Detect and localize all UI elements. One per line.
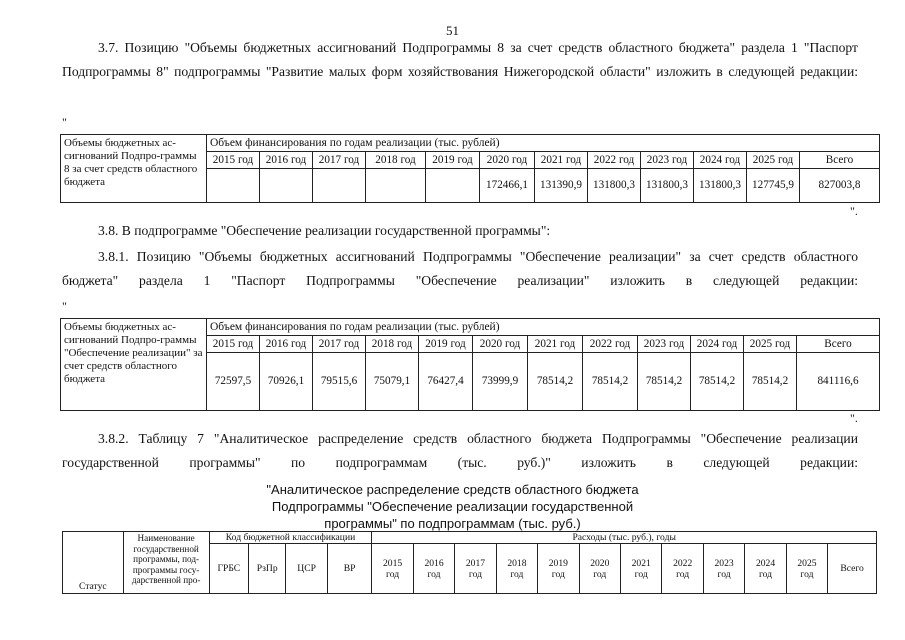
total-value-cell: 841116,6 xyxy=(797,353,880,411)
row-label: Объемы бюджетных ас-сигнований Подпро-граммы "Обеспечение реализации" за счет средств областного бюджета xyxy=(61,319,207,411)
table-3-7 xyxy=(60,134,880,203)
section-3-8-2-text: 3.8.2. Таблицу 7 "Аналитическое распределение средств областного бюджета Подпрограммы "Обеспечение реализации государственной программы" по подпрограммам (тыс. руб.)" изложить в следующей редакции: xyxy=(62,431,858,470)
expense-year: 2020 год xyxy=(579,544,620,594)
expense-year: 2024 год xyxy=(745,544,786,594)
year-header: 2021 год xyxy=(535,152,588,169)
value-cell: 78514,2 xyxy=(528,353,583,411)
year-header: 2020 год xyxy=(473,336,528,353)
row-label: Объемы бюджетных ас-сигнований Подпро-граммы 8 за счет средств областного бюджета xyxy=(61,135,207,203)
expense-year: 2023 год xyxy=(703,544,744,594)
value-cell: 75079,1 xyxy=(366,353,419,411)
year-header: 2016 год xyxy=(260,152,313,169)
total-value-cell: 827003,8 xyxy=(800,169,880,203)
year-header: 2022 год xyxy=(583,336,638,353)
open-quote: " xyxy=(62,299,67,313)
year-header: 2016 год xyxy=(260,336,313,353)
year-header: 2018 год xyxy=(366,336,419,353)
page-number: 51 xyxy=(446,23,459,38)
col-expense-group: Расходы (тыс. руб.), годы xyxy=(372,532,877,544)
value-cell: 131800,3 xyxy=(588,169,641,203)
code-col-grbs: ГРБС xyxy=(209,544,248,594)
expense-year: 2015 год xyxy=(372,544,413,594)
year-header: 2020 год xyxy=(480,152,535,169)
table-header: Объем финансирования по годам реализации (тыс. рублей) xyxy=(207,135,880,152)
section-3-8-text: 3.8. В подпрограмме "Обеспечение реализации государственной программы": xyxy=(98,223,551,238)
value-cell xyxy=(207,169,260,203)
value-cell: 127745,9 xyxy=(747,169,800,203)
year-header: 2015 год xyxy=(207,336,260,353)
year-header: 2023 год xyxy=(641,152,694,169)
year-header: 2024 год xyxy=(694,152,747,169)
expense-year: 2018 год xyxy=(496,544,537,594)
year-header: 2023 год xyxy=(638,336,691,353)
expense-year: 2017 год xyxy=(455,544,496,594)
value-cell: 70926,1 xyxy=(260,353,313,411)
col-code-group: Код бюджетной классификации xyxy=(209,532,372,544)
value-cell: 78514,2 xyxy=(691,353,744,411)
open-quote: " xyxy=(62,115,67,129)
value-cell: 131800,3 xyxy=(641,169,694,203)
table-header: Объем финансирования по годам реализации (тыс. рублей) xyxy=(207,319,880,336)
year-header: 2019 год xyxy=(419,336,473,353)
value-cell: 131800,3 xyxy=(694,169,747,203)
value-cell: 172466,1 xyxy=(480,169,535,203)
value-cell: 73999,9 xyxy=(473,353,528,411)
value-cell xyxy=(366,169,426,203)
year-header: 2015 год xyxy=(207,152,260,169)
year-header: 2025 год xyxy=(747,152,800,169)
close-quote: ". xyxy=(850,204,858,218)
section-3-7-text: 3.7. Позицию "Объемы бюджетных ассигнований Подпрограммы 8 за счет средств областного бюджета" раздела 1 "Паспорт Подпрограммы 8" подпрограммы "Развитие малых форм хозяйствования Нижегородской области" изложить в следующей редакции: xyxy=(62,40,858,79)
table7-title-line: "Аналитическое распределение средств областного бюджета xyxy=(266,482,639,497)
table7-title xyxy=(0,481,905,532)
close-quote: ". xyxy=(850,411,858,425)
year-header: 2025 год xyxy=(744,336,797,353)
expense-year: 2025 год xyxy=(786,544,827,594)
year-header: 2017 год xyxy=(313,152,366,169)
value-cell: 78514,2 xyxy=(638,353,691,411)
value-cell: 78514,2 xyxy=(583,353,638,411)
year-header: 2019 год xyxy=(426,152,480,169)
table7-title-line: программы" по подпрограммам (тыс. руб.) xyxy=(324,516,581,531)
value-cell: 76427,4 xyxy=(419,353,473,411)
col-name: Наименование государственной программы, под-программы госу-дарственной про- xyxy=(123,532,209,594)
value-cell xyxy=(313,169,366,203)
value-cell: 131390,9 xyxy=(535,169,588,203)
value-cell xyxy=(426,169,480,203)
year-header: 2018 год xyxy=(366,152,426,169)
code-col-rzpr: РзПр xyxy=(249,544,286,594)
code-col-vr: ВР xyxy=(327,544,372,594)
expense-year: 2022 год xyxy=(662,544,703,594)
year-header: 2024 год xyxy=(691,336,744,353)
total-header: Всего xyxy=(797,336,880,353)
col-status: Статус xyxy=(63,532,124,594)
expense-year: 2019 год xyxy=(538,544,579,594)
year-header: 2017 год xyxy=(313,336,366,353)
value-cell xyxy=(260,169,313,203)
value-cell: 78514,2 xyxy=(744,353,797,411)
table-3-8-1 xyxy=(60,318,880,411)
year-header: 2022 год xyxy=(588,152,641,169)
value-cell: 79515,6 xyxy=(313,353,366,411)
table7 xyxy=(62,531,877,594)
expense-year: 2021 год xyxy=(621,544,662,594)
code-col-csr: ЦСР xyxy=(286,544,327,594)
year-header: 2021 год xyxy=(528,336,583,353)
expense-year: 2016 год xyxy=(413,544,454,594)
table7-title-line: Подпрограммы "Обеспечение реализации государственной xyxy=(271,499,634,514)
total-header: Всего xyxy=(800,152,880,169)
value-cell: 72597,5 xyxy=(207,353,260,411)
col-total: Всего xyxy=(828,544,877,594)
section-3-8-1-text: 3.8.1. Позицию "Объемы бюджетных ассигнований Подпрограммы "Обеспечение реализации" за счет средств областного бюджета" раздела 1 "Паспорт Подпрограммы "Обеспечение реализации" изложить в следующей редакции: xyxy=(62,249,858,288)
